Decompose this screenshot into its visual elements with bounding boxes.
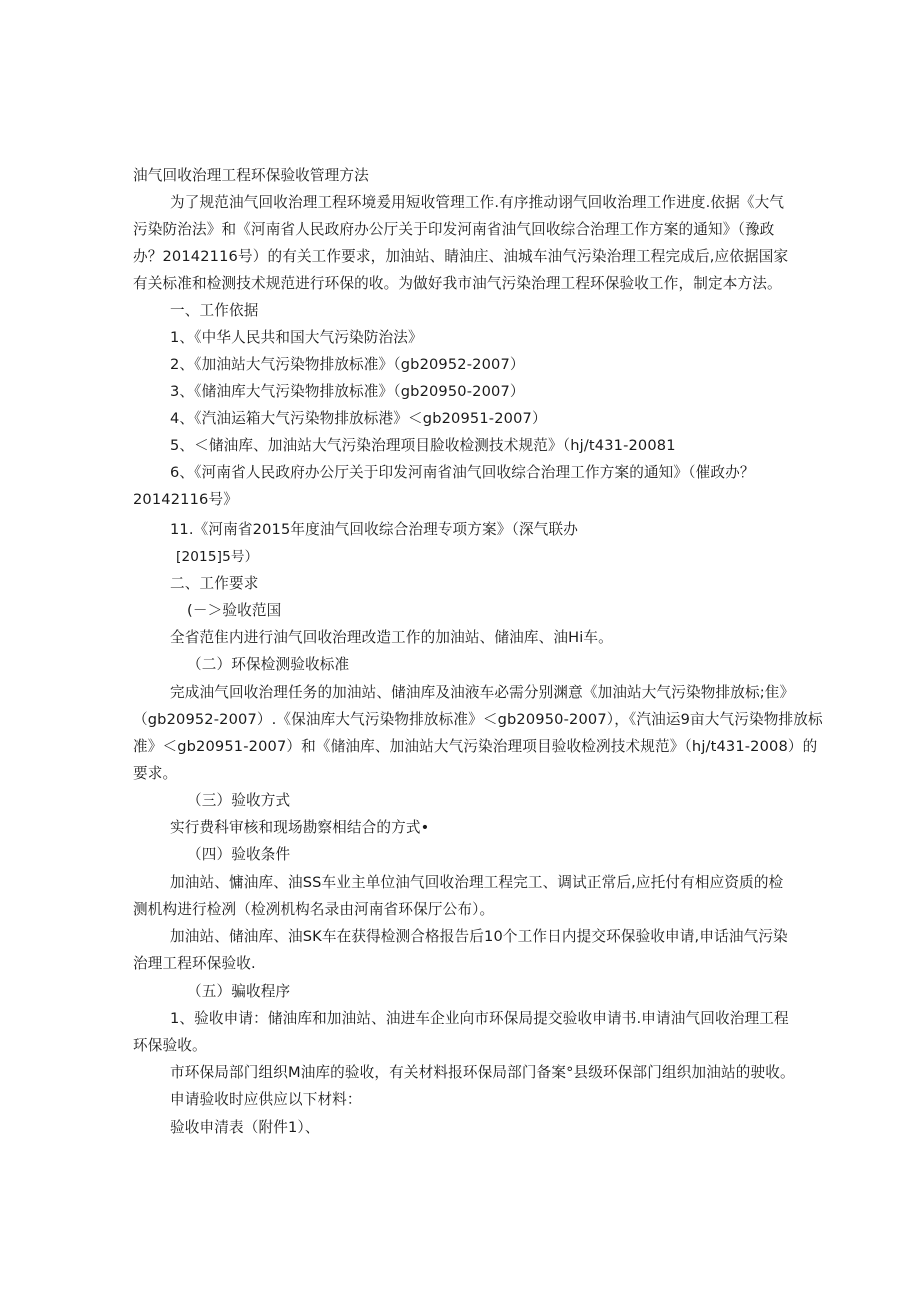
intro-line: 办？20142116号）的有关工作要求，加油站、睛油庄、油城车油气污染治理工程完成后,应依据国家 <box>133 248 789 265</box>
paragraph-line: 完成油气回收治理任务的加油站、储油库及油液车必需分别渊意《加油站大气污染物排放标;隹》 <box>170 684 795 701</box>
paragraph-line: 加油站、储油库、油SK车在获得检测合格报告后10个工作日内提交环保验收申请,申话油气污染 <box>170 928 788 945</box>
section-heading-requirements: 二、工作要求 <box>170 575 259 592</box>
basis-item: [2015]5号） <box>176 549 259 565</box>
basis-item: 11.《河南省2015年度油气回收综合治理专项方案》（深气联办 <box>170 521 578 538</box>
paragraph-line: 验收申清表（附件1）、 <box>170 1119 320 1136</box>
section-heading-basis: 一、工作依据 <box>170 302 259 319</box>
paragraph-line: （gb20952-2007）.《保油库大气污染物排放标准》＜gb20950-2007），《汽油运9亩大气污染物排放标 <box>133 711 823 728</box>
intro-line: 有关标准和检测技术规范进行环保的收。为做好我市油气污染治理工程环保验收工作，制定本方法。 <box>133 275 782 292</box>
basis-item: 6、《河南省人民政府办公厅关于印发河南省油气回收综合治理工作方案的通知》（催政办？ <box>170 464 755 481</box>
paragraph-line: 要求。 <box>133 765 178 782</box>
paragraph-line: 市环保局部门组织M油库的验收，有关材料报环保局部门备案°县级环保部门组织加油站的驶收。 <box>170 1064 795 1081</box>
paragraph-line: 测机构进行检冽（检冽机构名录由河南省环保厅公布）。 <box>133 901 495 918</box>
paragraph-line: 全省范隹内进行油气回收治理改造工作的加油站、储油库、油Hi车。 <box>170 629 613 646</box>
subsection-heading: （五）骗收程序 <box>187 983 291 1000</box>
basis-item: 3、《储油库大气污染物排放标准》（gb20950-2007） <box>170 383 525 400</box>
paragraph-line: 准》＜gb20951-2007）和《储油库、加油站大气污染治理项目验收检冽技术规范》（hj∕t431-2008）的 <box>133 738 818 755</box>
paragraph-line: 治理工程环保验收. <box>133 955 256 972</box>
paragraph-line: 实行费科审核和现场勘察相结合的方式• <box>170 819 430 836</box>
intro-line: 为了规范油气回收治理工程环境爰用短收管理工作.有序推动诩气回收治理工作进度.依据《大气 <box>170 194 785 211</box>
basis-item: 5、＜储油库、加油站大气污染治理项目脸收检测技术规范》（hj∕t431-20081 <box>170 437 676 454</box>
paragraph-line: 1、验收申请：储油库和加油站、油进车企业向市环保局提交验收申请书.申请油气回收治理工程 <box>170 1010 789 1027</box>
subsection-heading: （三）验收方式 <box>187 792 291 809</box>
subsection-heading: （四）验收条件 <box>187 846 291 863</box>
paragraph-line: 申请验收时应供应以下材料： <box>170 1091 362 1108</box>
subsection-heading: （二）环保检测验收标准 <box>187 656 350 673</box>
paragraph-line: 加油站、慵油库、油SS车业主单位油气回收治理工程完工、调试正常后,应托付有相应资质的检 <box>170 874 784 891</box>
subsection-heading: (－＞验收范国 <box>187 602 282 619</box>
paragraph-line: 环保验收。 <box>133 1037 207 1054</box>
basis-item: 2、《加油站大气污染物排放标准》（gb20952-2007） <box>170 356 525 373</box>
intro-line: 污染防治法》和《河南省人民政府办公厅关于印发河南省油气回收综合治理工作方案的通知》（豫政 <box>133 221 775 238</box>
basis-item: 20142116号》 <box>133 491 238 508</box>
basis-item: 1、《中华人民共和国大气污染防治法》 <box>170 329 423 346</box>
basis-item: 4、《汽油运箱大气污染物排放标港》＜gb20951-2007） <box>170 410 547 427</box>
document-title: 油气回收治理工程环保验收管理方法 <box>133 167 369 184</box>
